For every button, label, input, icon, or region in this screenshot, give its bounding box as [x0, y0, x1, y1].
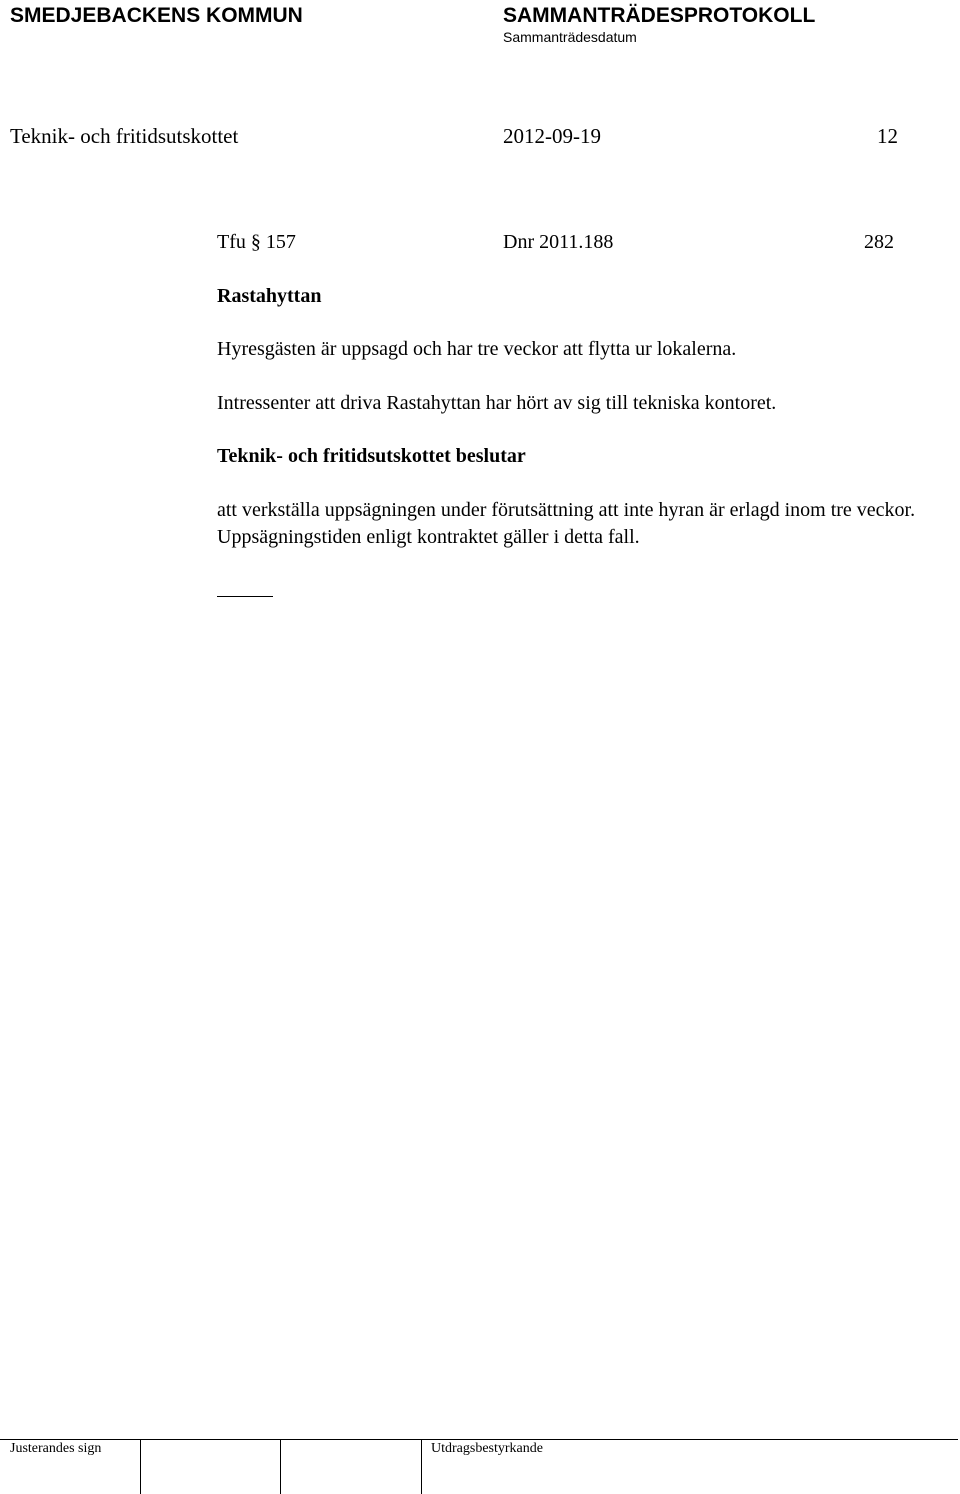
diary-suffix: 282 — [864, 231, 894, 253]
date-label: Sammanträdesdatum — [503, 29, 637, 45]
committee-name: Teknik- och fritidsutskottet — [10, 124, 239, 148]
page-number: 12 — [877, 124, 898, 148]
item-title: Rastahyttan — [217, 285, 322, 307]
end-rule — [217, 596, 273, 597]
diary-number: Dnr 2011.188 — [503, 231, 614, 253]
body-paragraph-2: Intressenter att driva Rastahyttan har hört av sig till tekniska kontoret. — [217, 392, 777, 414]
body-paragraph-1: Hyresgästen är uppsagd och har tre veckor att flytta ur lokalerna. — [217, 338, 737, 360]
meeting-date: 2012-09-19 — [503, 124, 601, 148]
decision-text: att verkställa uppsägningen under förutsättning att inte hyran är erlagd inom tre veckor. Uppsägningstiden enligt kontraktet gäller i detta fall. — [217, 499, 916, 548]
footer-divider — [140, 1440, 141, 1494]
footer-divider — [421, 1440, 422, 1494]
document-type: SAMMANTRÄDESPROTOKOLL — [503, 4, 816, 27]
footer-rule — [0, 1439, 958, 1440]
signing-label: Justerandes sign — [10, 1441, 102, 1456]
extract-label: Utdragsbestyrkande — [431, 1441, 543, 1456]
footer-divider — [280, 1440, 281, 1494]
paragraph-ref: Tfu § 157 — [217, 231, 296, 253]
organization-name: SMEDJEBACKENS KOMMUN — [10, 4, 303, 27]
decision-heading: Teknik- och fritidsutskottet beslutar — [217, 445, 526, 467]
